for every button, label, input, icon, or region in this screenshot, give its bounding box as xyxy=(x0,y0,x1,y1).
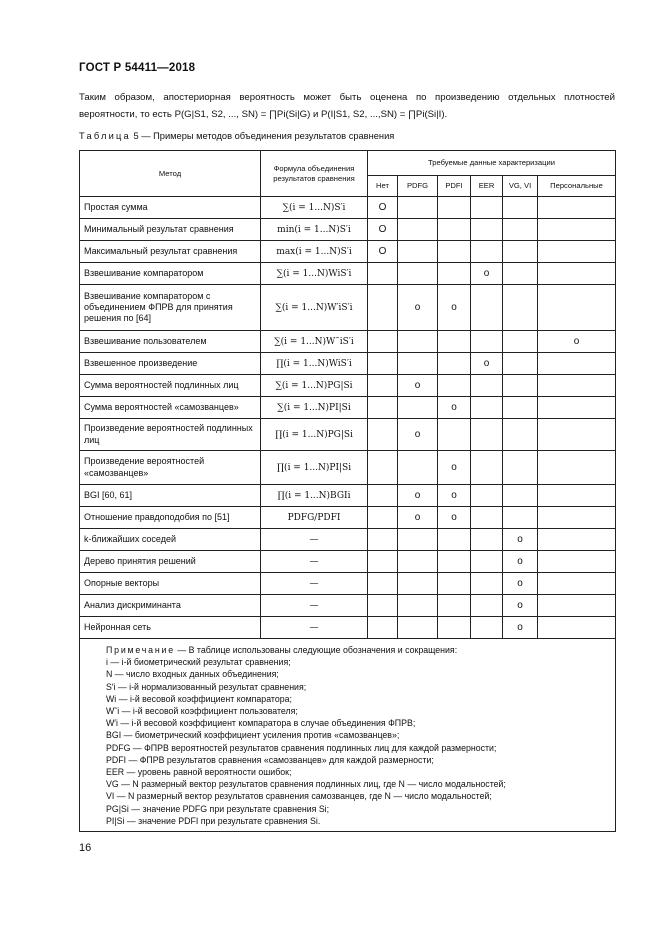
formula-cell: ∏(i = 1...N)PG|Si xyxy=(261,419,368,451)
mark-cell xyxy=(503,485,538,507)
mark-cell xyxy=(368,507,398,529)
mark-cell xyxy=(503,263,538,285)
note-label: Примечание xyxy=(106,645,175,655)
note-line: W′i — i-й весовой коэффициент компаратора в случае объединения ФПРВ; xyxy=(106,718,416,729)
mark-cell: o xyxy=(398,419,438,451)
mark-cell xyxy=(471,617,503,639)
mark-cell xyxy=(471,219,503,241)
table-row xyxy=(80,241,616,263)
mark-cell xyxy=(538,451,616,485)
method-cell: Нейронная сеть xyxy=(80,617,261,639)
mark-cell xyxy=(471,507,503,529)
method-cell: Минимальный результат сравнения xyxy=(80,219,261,241)
note-heading xyxy=(106,644,605,656)
table-header xyxy=(80,151,616,197)
mark-cell xyxy=(438,375,471,397)
method-cell: Простая сумма xyxy=(80,197,261,219)
mark-cell xyxy=(368,419,398,451)
table-row xyxy=(80,419,616,451)
mark-cell xyxy=(368,573,398,595)
mark-cell xyxy=(538,397,616,419)
document-header: ГОСТ Р 54411—2018 xyxy=(79,62,196,74)
mark-cell xyxy=(368,263,398,285)
mark-cell xyxy=(438,197,471,219)
formula-cell: ∑(i = 1...N)PG|Si xyxy=(261,375,368,397)
mark-cell xyxy=(471,397,503,419)
note-row xyxy=(80,639,616,832)
mark-cell xyxy=(368,595,398,617)
mark-cell xyxy=(438,419,471,451)
mark-cell xyxy=(538,285,616,331)
mark-cell: o xyxy=(398,285,438,331)
header-col-none: Нет xyxy=(368,176,398,197)
methods-table xyxy=(79,150,616,832)
mark-cell xyxy=(538,617,616,639)
table-note xyxy=(80,639,616,832)
mark-cell: o xyxy=(438,451,471,485)
table-row xyxy=(80,595,616,617)
mark-cell: o xyxy=(398,507,438,529)
mark-cell xyxy=(471,595,503,617)
table-row xyxy=(80,529,616,551)
mark-cell xyxy=(538,197,616,219)
mark-cell xyxy=(398,353,438,375)
mark-cell: o xyxy=(503,573,538,595)
mark-cell xyxy=(438,241,471,263)
table-row xyxy=(80,507,616,529)
mark-cell: o xyxy=(503,617,538,639)
formula-cell: ∏(i = 1...N)BGIi xyxy=(261,485,368,507)
header-col-pdfi: PDFI xyxy=(438,176,471,197)
formula-cell: ∑(i = 1...N)W′iS′i xyxy=(261,285,368,331)
mark-cell xyxy=(538,419,616,451)
mark-cell xyxy=(398,397,438,419)
note-line: PG|Si — значение PDFG при результате сравнения Si; xyxy=(106,803,330,814)
mark-cell xyxy=(438,219,471,241)
mark-cell xyxy=(438,595,471,617)
mark-cell xyxy=(368,285,398,331)
formula-cell: ∑(i = 1...N)W˜iS′i xyxy=(261,331,368,353)
mark-cell xyxy=(538,353,616,375)
formula-cell: — xyxy=(261,529,368,551)
formula-cell: ∏(i = 1...N)WiS′i xyxy=(261,353,368,375)
mark-cell xyxy=(471,375,503,397)
mark-cell xyxy=(398,263,438,285)
formula-cell: PDFG/PDFI xyxy=(261,507,368,529)
mark-cell xyxy=(471,551,503,573)
mark-cell xyxy=(503,241,538,263)
mark-cell xyxy=(398,219,438,241)
method-cell: Сумма вероятностей подлинных лиц xyxy=(80,375,261,397)
mark-cell xyxy=(438,573,471,595)
mark-cell xyxy=(398,573,438,595)
mark-cell: o xyxy=(438,507,471,529)
formula-cell: ∑(i = 1...N)S′i xyxy=(261,197,368,219)
mark-cell xyxy=(471,451,503,485)
mark-cell xyxy=(503,419,538,451)
mark-cell xyxy=(438,617,471,639)
table-row xyxy=(80,573,616,595)
caption-label: Таблица xyxy=(79,131,131,141)
mark-cell xyxy=(503,397,538,419)
mark-cell xyxy=(538,219,616,241)
note-line: EER — уровень равной вероятности ошибок; xyxy=(106,767,292,778)
formula-cell: ∏(i = 1...N)PI|Si xyxy=(261,451,368,485)
formula-cell: ∑(i = 1...N)PI|Si xyxy=(261,397,368,419)
intro-paragraph: Таким образом, апостериорная вероятность может быть оценена по произведению отдельных плотностей вероятности, то есть P(G|S1, S2, ..., SN) = ∏Pi(Si|G) и P(I|S1, S2, ...,SN) = ∏Pi(Si|I). xyxy=(79,92,615,120)
header-col-eer: EER xyxy=(471,176,503,197)
mark-cell xyxy=(368,397,398,419)
mark-cell xyxy=(438,263,471,285)
mark-cell xyxy=(398,551,438,573)
mark-cell xyxy=(398,451,438,485)
method-cell: Максимальный результат сравнения xyxy=(80,241,261,263)
mark-cell: o xyxy=(398,485,438,507)
note-line: i — i-й биометрический результат сравнения; xyxy=(106,657,291,668)
note-line: BGI — биометрический коэффициент усиления против «самозванцев»; xyxy=(106,730,400,741)
mark-cell xyxy=(538,551,616,573)
mark-cell xyxy=(503,507,538,529)
mark-cell xyxy=(471,285,503,331)
mark-cell xyxy=(503,353,538,375)
formula-cell: — xyxy=(261,595,368,617)
mark-cell xyxy=(471,485,503,507)
header-method: Метод xyxy=(80,151,261,197)
mark-cell xyxy=(368,551,398,573)
mark-cell: o xyxy=(438,285,471,331)
method-cell: Взвешивание пользователем xyxy=(80,331,261,353)
mark-cell xyxy=(368,485,398,507)
table-row xyxy=(80,197,616,219)
mark-cell xyxy=(503,219,538,241)
mark-cell xyxy=(398,595,438,617)
mark-cell xyxy=(438,331,471,353)
note-line: VI — N размерный вектор результатов сравнения самозванцев, где N — число модальностей; xyxy=(106,791,492,802)
header-col-personal: Персональные xyxy=(538,176,616,197)
table-row xyxy=(80,285,616,331)
method-cell: Отношение правдоподобия по [51] xyxy=(80,507,261,529)
mark-cell xyxy=(503,197,538,219)
mark-cell xyxy=(471,419,503,451)
note-intro: — В таблице использованы следующие обозначения и сокращения: xyxy=(177,645,458,655)
mark-cell xyxy=(538,595,616,617)
mark-cell xyxy=(503,285,538,331)
mark-cell xyxy=(538,485,616,507)
header-required-data: Требуемые данные характеризации xyxy=(368,151,616,176)
note-line: W˜i — i-й весовой коэффициент пользователя; xyxy=(106,706,298,717)
mark-cell xyxy=(471,197,503,219)
page-number: 16 xyxy=(79,842,92,854)
table-row xyxy=(80,353,616,375)
method-cell: Произведение вероятностей подлинных лиц xyxy=(80,419,261,451)
mark-cell: o xyxy=(398,375,438,397)
table-row xyxy=(80,397,616,419)
mark-cell xyxy=(538,241,616,263)
table-row xyxy=(80,551,616,573)
mark-cell xyxy=(471,529,503,551)
mark-cell: o xyxy=(503,551,538,573)
mark-cell xyxy=(538,507,616,529)
note-line: PDFI — ФПРВ результатов сравнения «самозванцев» для каждой размерности; xyxy=(106,754,434,765)
mark-cell: o xyxy=(503,529,538,551)
header-formula: Формула объединения результатов сравнения xyxy=(261,151,368,197)
method-cell: BGI [60, 61] xyxy=(80,485,261,507)
note-line: Wi — i-й весовой коэффициент компаратора; xyxy=(106,693,292,704)
method-cell: k-ближайших соседей xyxy=(80,529,261,551)
mark-cell: o xyxy=(538,331,616,353)
mark-cell: O xyxy=(368,219,398,241)
mark-cell: O xyxy=(368,197,398,219)
mark-cell xyxy=(368,353,398,375)
table-body xyxy=(80,197,616,832)
formula-cell: — xyxy=(261,617,368,639)
mark-cell xyxy=(438,353,471,375)
mark-cell xyxy=(503,331,538,353)
mark-cell xyxy=(503,375,538,397)
mark-cell xyxy=(368,617,398,639)
mark-cell xyxy=(538,573,616,595)
caption-text: 5 — Примеры методов объединения результатов сравнения xyxy=(133,131,395,141)
method-cell: Дерево принятия решений xyxy=(80,551,261,573)
formula-cell: min(i = 1...N)S′i xyxy=(261,219,368,241)
mark-cell xyxy=(438,551,471,573)
mark-cell xyxy=(471,331,503,353)
table-row xyxy=(80,617,616,639)
mark-cell xyxy=(438,529,471,551)
table-row xyxy=(80,331,616,353)
mark-cell xyxy=(368,375,398,397)
table-row xyxy=(80,219,616,241)
note-line: PI|Si — значение PDFI при результате сравнения Si. xyxy=(106,815,321,826)
formula-cell: ∑(i = 1...N)WiS′i xyxy=(261,263,368,285)
mark-cell xyxy=(538,263,616,285)
mark-cell xyxy=(398,617,438,639)
formula-cell: — xyxy=(261,551,368,573)
mark-cell xyxy=(398,197,438,219)
method-cell: Произведение вероятностей «самозванцев» xyxy=(80,451,261,485)
mark-cell xyxy=(538,529,616,551)
table-row xyxy=(80,485,616,507)
mark-cell xyxy=(368,529,398,551)
table-row xyxy=(80,451,616,485)
mark-cell: O xyxy=(368,241,398,263)
mark-cell xyxy=(398,529,438,551)
note-line: N — число входных данных объединения; xyxy=(106,669,279,680)
mark-cell: o xyxy=(503,595,538,617)
header-col-pdfg: PDFG xyxy=(398,176,438,197)
table-caption xyxy=(79,131,394,141)
table-row xyxy=(80,375,616,397)
mark-cell xyxy=(398,241,438,263)
method-cell: Взвешенное произведение xyxy=(80,353,261,375)
method-cell: Взвешивание компаратором xyxy=(80,263,261,285)
note-line: PDFG — ФПРВ вероятностей результатов сравнения подлинных лиц для каждой размерности; xyxy=(106,742,497,753)
method-cell: Опорные векторы xyxy=(80,573,261,595)
mark-cell xyxy=(471,573,503,595)
mark-cell: o xyxy=(438,485,471,507)
note-line: S′i — i-й нормализованный результат сравнения; xyxy=(106,681,307,692)
mark-cell xyxy=(398,331,438,353)
mark-cell xyxy=(368,331,398,353)
mark-cell: o xyxy=(471,263,503,285)
formula-cell: max(i = 1...N)S′i xyxy=(261,241,368,263)
formula-cell: — xyxy=(261,573,368,595)
mark-cell xyxy=(471,241,503,263)
mark-cell: o xyxy=(471,353,503,375)
header-col-vg-vi: VG, VI xyxy=(503,176,538,197)
method-cell: Анализ дискриминанта xyxy=(80,595,261,617)
mark-cell xyxy=(503,451,538,485)
method-cell: Сумма вероятностей «самозванцев» xyxy=(80,397,261,419)
mark-cell: o xyxy=(438,397,471,419)
note-line: VG — N размерный вектор результатов сравнения подлинных лиц, где N — число модальностей; xyxy=(106,779,506,790)
table-row xyxy=(80,263,616,285)
mark-cell xyxy=(368,451,398,485)
mark-cell xyxy=(538,375,616,397)
method-cell: Взвешивание компаратором с объединением ФПРВ для принятия решения по [64] xyxy=(80,285,261,331)
